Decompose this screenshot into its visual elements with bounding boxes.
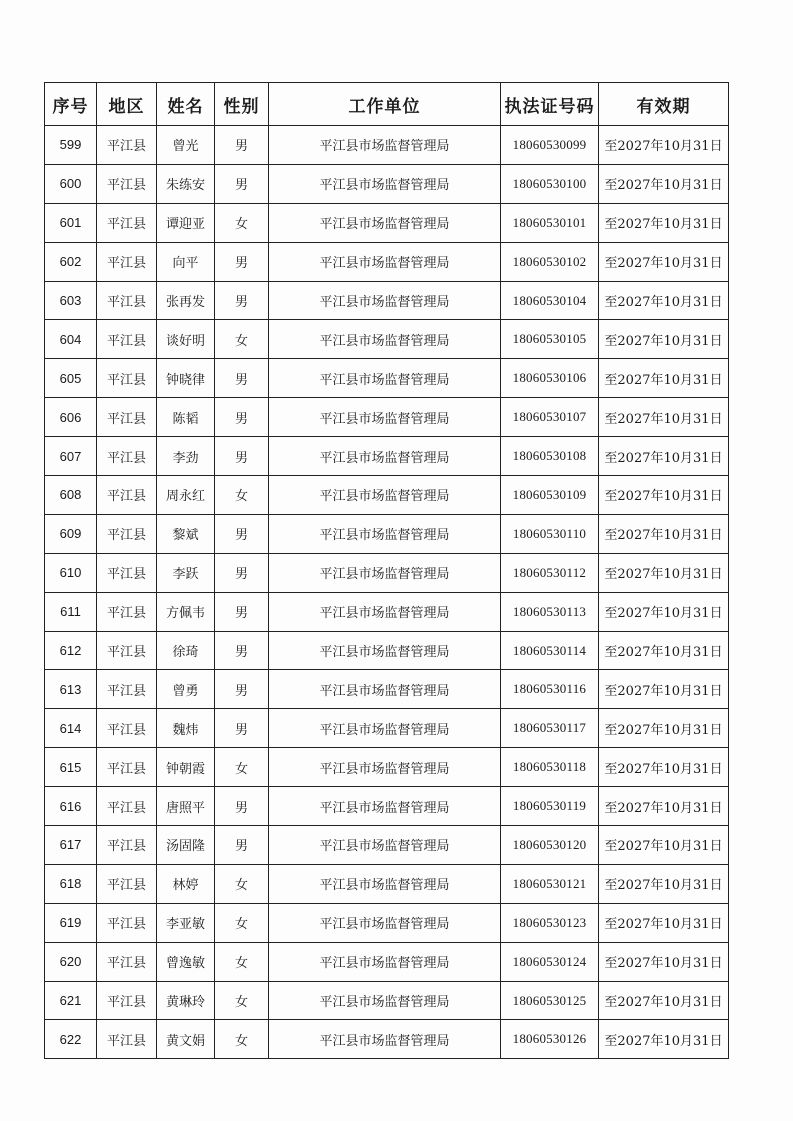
- cell-cert-number: 18060530120: [501, 826, 599, 865]
- cell-work-unit: 平江县市场监督管理局: [269, 903, 501, 942]
- cell-region: 平江县: [97, 359, 157, 398]
- cell-seq: 606: [45, 398, 97, 437]
- cell-name: 李亚敏: [157, 903, 215, 942]
- cell-seq: 616: [45, 787, 97, 826]
- cell-cert-number: 18060530123: [501, 903, 599, 942]
- cell-work-unit: 平江县市场监督管理局: [269, 981, 501, 1020]
- cell-work-unit: 平江县市场监督管理局: [269, 320, 501, 359]
- cell-region: 平江县: [97, 281, 157, 320]
- cell-seq: 609: [45, 514, 97, 553]
- cell-seq: 619: [45, 903, 97, 942]
- cell-name: 黄文娟: [157, 1020, 215, 1059]
- cell-name: 谭迎亚: [157, 203, 215, 242]
- cell-validity: 至2027年10月31日: [599, 709, 729, 748]
- cell-name: 朱练安: [157, 164, 215, 203]
- cell-cert-number: 18060530125: [501, 981, 599, 1020]
- cell-work-unit: 平江县市场监督管理局: [269, 203, 501, 242]
- header-cert-number: 执法证号码: [501, 83, 599, 126]
- cell-region: 平江县: [97, 826, 157, 865]
- table-header: [45, 83, 729, 126]
- header-gender: 性别: [215, 83, 269, 126]
- table-row: [45, 981, 729, 1020]
- cell-region: 平江县: [97, 748, 157, 787]
- cell-gender: 女: [215, 203, 269, 242]
- cell-name: 张再发: [157, 281, 215, 320]
- table-row: [45, 748, 729, 787]
- cell-gender: 男: [215, 592, 269, 631]
- cell-seq: 604: [45, 320, 97, 359]
- cell-name: 陈韬: [157, 398, 215, 437]
- cell-region: 平江县: [97, 592, 157, 631]
- cell-cert-number: 18060530112: [501, 553, 599, 592]
- cell-validity: 至2027年10月31日: [599, 864, 729, 903]
- cell-region: 平江县: [97, 903, 157, 942]
- cell-validity: 至2027年10月31日: [599, 592, 729, 631]
- cell-name: 汤固隆: [157, 826, 215, 865]
- table-row: [45, 826, 729, 865]
- cell-seq: 607: [45, 437, 97, 476]
- cell-region: 平江县: [97, 631, 157, 670]
- cell-name: 唐照平: [157, 787, 215, 826]
- table-row: [45, 787, 729, 826]
- cell-cert-number: 18060530110: [501, 514, 599, 553]
- cell-name: 钟朝霞: [157, 748, 215, 787]
- cell-seq: 618: [45, 864, 97, 903]
- cell-name: 谈好明: [157, 320, 215, 359]
- cell-validity: 至2027年10月31日: [599, 553, 729, 592]
- cell-region: 平江县: [97, 437, 157, 476]
- cell-seq: 621: [45, 981, 97, 1020]
- table-row: [45, 631, 729, 670]
- cell-region: 平江县: [97, 476, 157, 515]
- cell-name: 曾勇: [157, 670, 215, 709]
- cell-work-unit: 平江县市场监督管理局: [269, 476, 501, 515]
- cell-validity: 至2027年10月31日: [599, 437, 729, 476]
- cell-seq: 599: [45, 126, 97, 165]
- cell-region: 平江县: [97, 203, 157, 242]
- cell-name: 曾光: [157, 126, 215, 165]
- cell-seq: 613: [45, 670, 97, 709]
- cell-cert-number: 18060530118: [501, 748, 599, 787]
- cell-region: 平江县: [97, 864, 157, 903]
- cell-gender: 男: [215, 126, 269, 165]
- cell-name: 向平: [157, 242, 215, 281]
- cell-work-unit: 平江县市场监督管理局: [269, 398, 501, 437]
- cell-name: 周永红: [157, 476, 215, 515]
- table-row: [45, 242, 729, 281]
- cell-seq: 612: [45, 631, 97, 670]
- cell-seq: 610: [45, 553, 97, 592]
- table-row: [45, 359, 729, 398]
- cell-name: 黎斌: [157, 514, 215, 553]
- cell-seq: 602: [45, 242, 97, 281]
- cell-cert-number: 18060530102: [501, 242, 599, 281]
- cell-cert-number: 18060530107: [501, 398, 599, 437]
- cell-cert-number: 18060530100: [501, 164, 599, 203]
- cell-work-unit: 平江县市场监督管理局: [269, 631, 501, 670]
- table-row: [45, 942, 729, 981]
- cell-cert-number: 18060530113: [501, 592, 599, 631]
- table-row: [45, 437, 729, 476]
- cell-gender: 女: [215, 1020, 269, 1059]
- cell-work-unit: 平江县市场监督管理局: [269, 164, 501, 203]
- table-row: [45, 1020, 729, 1059]
- cell-work-unit: 平江县市场监督管理局: [269, 942, 501, 981]
- cell-region: 平江县: [97, 398, 157, 437]
- cell-cert-number: 18060530114: [501, 631, 599, 670]
- cell-validity: 至2027年10月31日: [599, 281, 729, 320]
- cell-seq: 614: [45, 709, 97, 748]
- cell-work-unit: 平江县市场监督管理局: [269, 553, 501, 592]
- cell-work-unit: 平江县市场监督管理局: [269, 359, 501, 398]
- cell-region: 平江县: [97, 242, 157, 281]
- header-seq: 序号: [45, 83, 97, 126]
- cell-gender: 男: [215, 242, 269, 281]
- cell-cert-number: 18060530121: [501, 864, 599, 903]
- cell-validity: 至2027年10月31日: [599, 514, 729, 553]
- cell-name: 李跃: [157, 553, 215, 592]
- cell-gender: 男: [215, 359, 269, 398]
- table-row: [45, 514, 729, 553]
- cell-seq: 601: [45, 203, 97, 242]
- cell-work-unit: 平江县市场监督管理局: [269, 709, 501, 748]
- cell-gender: 男: [215, 670, 269, 709]
- cell-cert-number: 18060530108: [501, 437, 599, 476]
- table-row: [45, 553, 729, 592]
- header-work-unit: 工作单位: [269, 83, 501, 126]
- table-row: [45, 164, 729, 203]
- cell-work-unit: 平江县市场监督管理局: [269, 242, 501, 281]
- cell-gender: 男: [215, 437, 269, 476]
- cell-work-unit: 平江县市场监督管理局: [269, 670, 501, 709]
- cell-region: 平江县: [97, 1020, 157, 1059]
- cell-name: 徐琦: [157, 631, 215, 670]
- cell-gender: 女: [215, 903, 269, 942]
- table-row: [45, 670, 729, 709]
- header-validity: 有效期: [599, 83, 729, 126]
- cell-seq: 608: [45, 476, 97, 515]
- cell-gender: 男: [215, 787, 269, 826]
- cell-gender: 女: [215, 942, 269, 981]
- cell-validity: 至2027年10月31日: [599, 164, 729, 203]
- table-row: [45, 281, 729, 320]
- cell-work-unit: 平江县市场监督管理局: [269, 281, 501, 320]
- cell-cert-number: 18060530104: [501, 281, 599, 320]
- cell-cert-number: 18060530119: [501, 787, 599, 826]
- cell-cert-number: 18060530106: [501, 359, 599, 398]
- cell-gender: 男: [215, 709, 269, 748]
- cell-validity: 至2027年10月31日: [599, 903, 729, 942]
- table-body: [45, 126, 729, 1059]
- cell-validity: 至2027年10月31日: [599, 981, 729, 1020]
- cell-gender: 女: [215, 864, 269, 903]
- header-row: [45, 83, 729, 126]
- cell-validity: 至2027年10月31日: [599, 476, 729, 515]
- cell-gender: 女: [215, 981, 269, 1020]
- cell-region: 平江县: [97, 126, 157, 165]
- cell-cert-number: 18060530105: [501, 320, 599, 359]
- cell-region: 平江县: [97, 942, 157, 981]
- cell-work-unit: 平江县市场监督管理局: [269, 514, 501, 553]
- cell-seq: 615: [45, 748, 97, 787]
- cell-name: 钟晓律: [157, 359, 215, 398]
- cell-validity: 至2027年10月31日: [599, 826, 729, 865]
- cell-gender: 女: [215, 320, 269, 359]
- header-name: 姓名: [157, 83, 215, 126]
- cell-work-unit: 平江县市场监督管理局: [269, 787, 501, 826]
- cell-seq: 617: [45, 826, 97, 865]
- cell-work-unit: 平江县市场监督管理局: [269, 592, 501, 631]
- cell-work-unit: 平江县市场监督管理局: [269, 864, 501, 903]
- cell-seq: 600: [45, 164, 97, 203]
- cell-validity: 至2027年10月31日: [599, 320, 729, 359]
- cell-region: 平江县: [97, 709, 157, 748]
- cell-validity: 至2027年10月31日: [599, 748, 729, 787]
- table-row: [45, 709, 729, 748]
- cell-validity: 至2027年10月31日: [599, 126, 729, 165]
- cell-region: 平江县: [97, 670, 157, 709]
- table-row: [45, 398, 729, 437]
- cell-region: 平江县: [97, 787, 157, 826]
- cell-name: 魏炜: [157, 709, 215, 748]
- cell-validity: 至2027年10月31日: [599, 787, 729, 826]
- cell-seq: 605: [45, 359, 97, 398]
- table-row: [45, 476, 729, 515]
- cell-work-unit: 平江县市场监督管理局: [269, 126, 501, 165]
- table-row: [45, 864, 729, 903]
- cell-validity: 至2027年10月31日: [599, 398, 729, 437]
- cell-gender: 女: [215, 748, 269, 787]
- cell-gender: 男: [215, 398, 269, 437]
- table-row: [45, 320, 729, 359]
- cell-validity: 至2027年10月31日: [599, 203, 729, 242]
- table-row: [45, 592, 729, 631]
- cell-name: 方佩韦: [157, 592, 215, 631]
- cell-gender: 男: [215, 514, 269, 553]
- cell-validity: 至2027年10月31日: [599, 942, 729, 981]
- cell-seq: 611: [45, 592, 97, 631]
- cell-region: 平江县: [97, 553, 157, 592]
- cell-work-unit: 平江县市场监督管理局: [269, 748, 501, 787]
- cell-region: 平江县: [97, 320, 157, 359]
- cell-region: 平江县: [97, 514, 157, 553]
- cell-gender: 女: [215, 476, 269, 515]
- cell-validity: 至2027年10月31日: [599, 670, 729, 709]
- cell-name: 黄琳玲: [157, 981, 215, 1020]
- cell-work-unit: 平江县市场监督管理局: [269, 826, 501, 865]
- cell-gender: 男: [215, 553, 269, 592]
- cell-validity: 至2027年10月31日: [599, 1020, 729, 1059]
- cell-name: 曾逸敏: [157, 942, 215, 981]
- cell-work-unit: 平江县市场监督管理局: [269, 1020, 501, 1059]
- cell-validity: 至2027年10月31日: [599, 359, 729, 398]
- cell-gender: 男: [215, 281, 269, 320]
- cell-region: 平江县: [97, 164, 157, 203]
- cell-work-unit: 平江县市场监督管理局: [269, 437, 501, 476]
- cell-validity: 至2027年10月31日: [599, 242, 729, 281]
- cell-seq: 622: [45, 1020, 97, 1059]
- cell-cert-number: 18060530116: [501, 670, 599, 709]
- cell-region: 平江县: [97, 981, 157, 1020]
- cell-name: 李劲: [157, 437, 215, 476]
- cell-validity: 至2027年10月31日: [599, 631, 729, 670]
- cell-cert-number: 18060530109: [501, 476, 599, 515]
- cell-cert-number: 18060530124: [501, 942, 599, 981]
- cell-cert-number: 18060530099: [501, 126, 599, 165]
- table-row: [45, 126, 729, 165]
- table-row: [45, 903, 729, 942]
- header-region: 地区: [97, 83, 157, 126]
- cell-name: 林婷: [157, 864, 215, 903]
- cell-seq: 620: [45, 942, 97, 981]
- cell-gender: 男: [215, 826, 269, 865]
- cell-gender: 男: [215, 164, 269, 203]
- cell-gender: 男: [215, 631, 269, 670]
- enforcement-roster-table: [44, 82, 729, 1059]
- cell-cert-number: 18060530126: [501, 1020, 599, 1059]
- cell-cert-number: 18060530117: [501, 709, 599, 748]
- cell-seq: 603: [45, 281, 97, 320]
- cell-cert-number: 18060530101: [501, 203, 599, 242]
- table-row: [45, 203, 729, 242]
